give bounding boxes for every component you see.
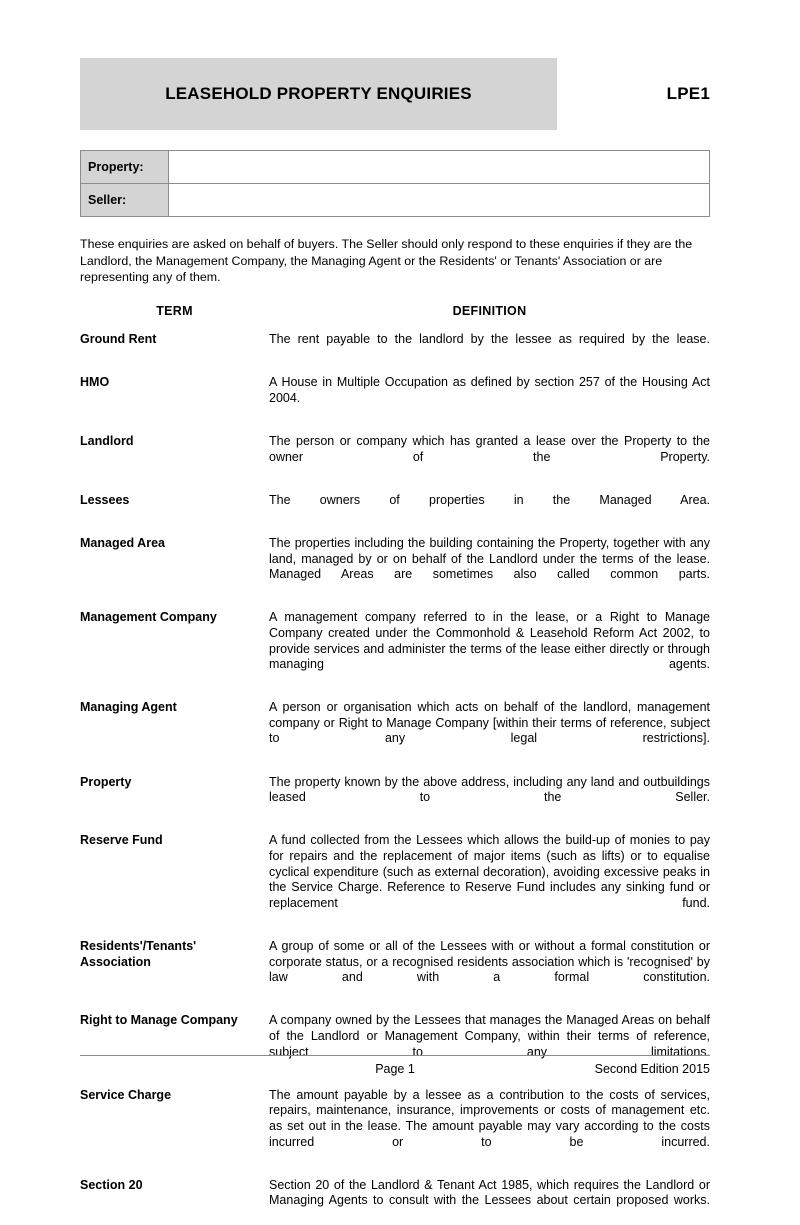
- definitions-list: [80, 332, 710, 1225]
- property-value: [176, 160, 709, 174]
- definition-text: A management company referred to in the lease, or a Right to Manage Company created under the Commonhold & Leasehold Reform Act 2002, to provide services and administer the terms of the lease either directly or through managing agents.: [269, 610, 710, 672]
- definition-text: A fund collected from the Lessees which allows the build-up of monies to pay for repairs and the replacement of major items (such as lifts) or to equalise cyclical expenditure (such as external decoration), avoiding excessive peaks in the Service Charge. Reference to Reserve Fund includes any sinking fund or replacement fund.: [269, 833, 710, 910]
- intro-paragraph: These enquiries are asked on behalf of buyers. The Seller should only respond to these enquiries if they are the Landlord, the Management Company, the Managing Agent or the Residents' or Tenants' Association or are representing any of them.: [80, 237, 693, 284]
- definition-text: A House in Multiple Occupation as defined by section 257 of the Housing Act 2004.: [269, 375, 710, 405]
- list-item: [80, 1088, 710, 1166]
- property-seller-table: [80, 150, 710, 217]
- table-row-seller: [81, 184, 710, 217]
- table-row-property: [81, 151, 710, 184]
- list-item: [80, 1178, 710, 1225]
- list-item: [80, 536, 710, 598]
- list-item: [80, 700, 710, 762]
- list-item: [80, 939, 710, 1001]
- definition-text: A company owned by the Lessees that manages the Managed Areas on behalf of the Landlord or Management Company, within their terms of reference, subject to any limitations.: [269, 1013, 710, 1059]
- definition-text: A group of some or all of the Lessees with or without a formal constitution or corporate status, or a recognised residents association which is 'recognised' by law and with a formal constitution.: [269, 939, 710, 985]
- footer-divider: [80, 1055, 710, 1056]
- definition-text: The owners of properties in the Managed Area.: [269, 492, 710, 507]
- list-item: [80, 775, 710, 822]
- info-table-body: [81, 151, 710, 217]
- term-column-heading: TERM: [156, 304, 193, 318]
- definition-term: Property: [80, 774, 132, 789]
- list-item: [80, 610, 710, 688]
- page-title: LEASEHOLD PROPERTY ENQUIRIES: [165, 84, 472, 103]
- definition-text: The properties including the building containing the Property, together with any land, managed by or on behalf of the Landlord under the terms of the lease. Managed Areas are sometimes also called common parts.: [269, 535, 710, 582]
- definition-term: Management Company: [80, 610, 217, 625]
- definition-term: Managing Agent: [80, 700, 177, 715]
- list-item: [80, 434, 710, 481]
- list-item: [80, 375, 710, 422]
- edition-label: Second Edition 2015: [594, 1062, 710, 1076]
- definition-text: The person or company which has granted a lease over the Property to the owner of the Property.: [269, 433, 710, 464]
- definition-term: Ground Rent: [80, 332, 157, 346]
- definition-column-headings: [80, 304, 710, 322]
- definition-term: Right to Manage Company: [80, 1013, 238, 1028]
- definition-text: The rent payable to the landlord by the lessee as required by the lease.: [269, 332, 710, 346]
- seller-label: Seller:: [81, 184, 169, 217]
- seller-field[interactable]: [169, 184, 710, 217]
- list-item: [80, 833, 710, 927]
- definition-term: Lessees: [80, 492, 130, 507]
- definition-term: HMO: [80, 375, 110, 390]
- definition-text: Section 20 of the Landlord & Tenant Act 1985, which requires the Landlord or Managing Agents to consult with the Lessees about certain proposed works.: [269, 1177, 710, 1208]
- definition-term: Section 20: [80, 1177, 143, 1192]
- definition-text: A person or organisation which acts on behalf of the landlord, management company or Right to Manage Company [within their terms of reference, subject to any legal restrictions].: [269, 700, 710, 746]
- form-code: LPE1: [666, 84, 710, 103]
- page-footer: [80, 1062, 710, 1080]
- definition-column-heading: DEFINITION: [452, 304, 527, 318]
- definition-term: Managed Area: [80, 535, 165, 550]
- definition-term: Service Charge: [80, 1087, 172, 1102]
- list-item: [80, 493, 710, 524]
- property-label: Property:: [81, 151, 169, 184]
- list-item: [80, 332, 710, 363]
- definition-term: Landlord: [80, 433, 134, 448]
- property-field[interactable]: [169, 151, 710, 184]
- page-number: Page 1: [375, 1062, 415, 1076]
- definition-term: Residents'/Tenants' Association: [80, 939, 197, 969]
- seller-value: [176, 193, 709, 207]
- document-header: [80, 58, 710, 130]
- definition-term: Reserve Fund: [80, 833, 163, 848]
- definition-text: The property known by the above address, including any land and outbuildings leased to the Seller.: [269, 774, 710, 805]
- definition-text: The amount payable by a lessee as a contribution to the costs of services, repairs, maintenance, insurance, improvements or costs of management etc. as set out in the lease. The amount payable may vary according to the costs incurred or to be incurred.: [269, 1087, 710, 1149]
